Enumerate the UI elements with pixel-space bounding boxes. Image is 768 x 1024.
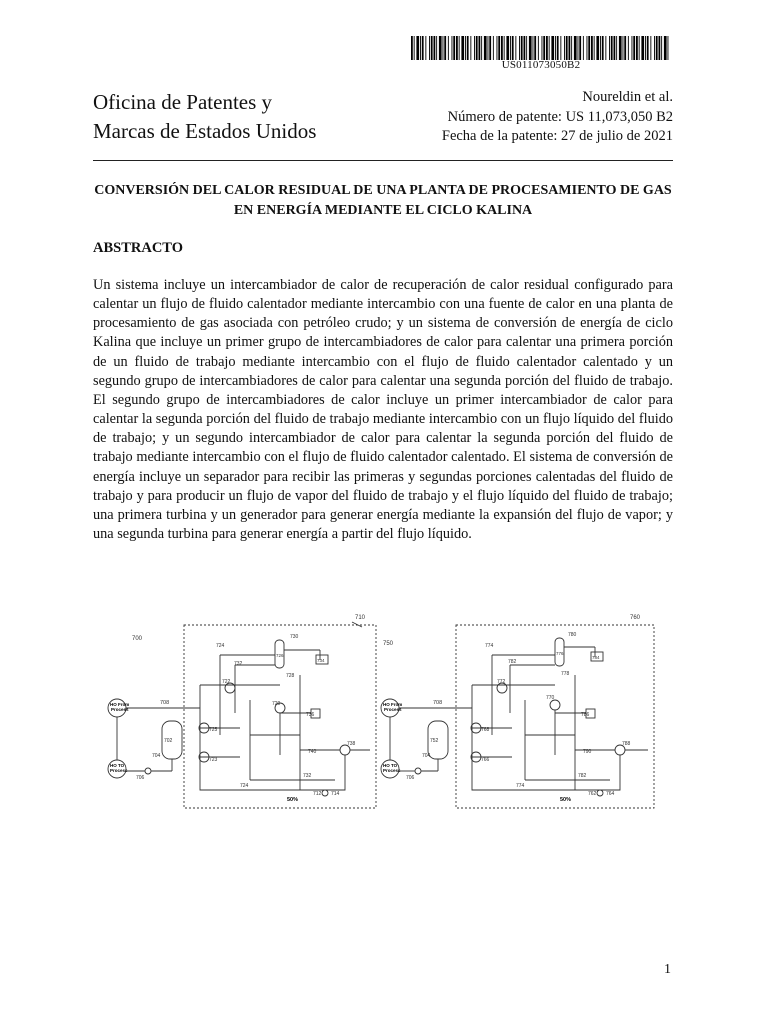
system-label-left: 710 — [355, 615, 366, 621]
svg-text:774: 774 — [516, 783, 525, 789]
svg-text:738: 738 — [347, 741, 356, 747]
svg-text:732: 732 — [303, 773, 312, 779]
svg-text:782: 782 — [578, 773, 587, 779]
svg-text:712: 712 — [313, 791, 322, 797]
svg-text:790: 790 — [583, 749, 592, 755]
svg-text:704: 704 — [422, 753, 431, 759]
diagram-left — [108, 615, 376, 808]
svg-text:722: 722 — [222, 679, 231, 685]
svg-text:706: 706 — [136, 775, 145, 781]
svg-text:788: 788 — [622, 741, 631, 747]
svg-text:HO TO: HO TO — [110, 763, 125, 768]
svg-text:708: 708 — [160, 700, 170, 706]
svg-text:740: 740 — [308, 749, 317, 755]
svg-text:776: 776 — [556, 651, 564, 656]
abstract-heading: ABSTRACTO — [93, 240, 183, 256]
svg-text:770: 770 — [546, 695, 555, 701]
svg-text:764: 764 — [606, 791, 615, 797]
office-line-1: Oficina de Patentes y — [93, 90, 273, 114]
svg-text:780: 780 — [568, 632, 577, 638]
svg-text:752: 752 — [430, 738, 439, 744]
svg-text:766: 766 — [481, 757, 490, 763]
abstract-text: Un sistema incluye un intercambiador de calor de recuperación de calor residual configurado para calentar un flujo de fluido calentador mediante intercambio con una fuente de calor en una planta de procesamiento de gas asociada con petróleo crudo; y un sistema de conversión de energía de ciclo Kalina que incluye un primer grupo de intercambiadores de calor para calentar una primera porción de un fluido de trabajo mediante intercambio con el flujo de fluido calentador calentado y un segundo grupo de intercambiadores de calor para calentar una segunda porción del fluido de trabajo. El segundo grupo de intercambiadores de calor incluye un primer intercambiador de calor para calentar la segunda porción del fluido de trabajo mediante intercambio con un flujo líquido del fluido de trabajo; y un segundo intercambiador de calor para calentar la segunda porción del fluido de trabajo mediante intercambio con el flujo de fluido calentador calentado. El sistema de conversión de energía incluye un separador para recibir las primeras y segundas porciones calentadas del fluido de trabajo y para producir un flujo de vapor del fluido de trabajo y el flujo líquido del fluido de trabajo; una primera turbina y un generador para generar energía mediante la expansión del flujo de vapor; y una segunda turbina para generar energía a partir del flujo líquido. — [93, 277, 673, 543]
svg-text:714: 714 — [331, 791, 340, 797]
svg-text:732: 732 — [234, 661, 243, 667]
svg-text:762: 762 — [588, 791, 597, 797]
svg-text:HO TO: HO TO — [383, 763, 398, 768]
svg-text:774: 774 — [485, 643, 494, 649]
svg-text:704: 704 — [152, 753, 161, 759]
svg-text:724: 724 — [216, 643, 225, 649]
heat-exchanger-770 — [550, 700, 560, 710]
svg-text:768: 768 — [481, 727, 490, 733]
page-number: 1 — [664, 962, 671, 977]
fig-label-left: 700 — [132, 636, 143, 642]
patent-office — [93, 88, 316, 146]
svg-text:730: 730 — [290, 634, 299, 640]
svg-text:725: 725 — [209, 727, 218, 733]
patent-number: Número de patente: US 11,073,050 B2 — [447, 108, 673, 125]
svg-text:HO From: HO From — [110, 702, 130, 707]
system-label-right: 760 — [630, 615, 641, 621]
svg-text:723: 723 — [209, 757, 218, 763]
svg-text:778: 778 — [561, 671, 570, 677]
svg-text:734: 734 — [317, 658, 325, 663]
office-line-2: Marcas de Estados Unidos — [93, 119, 317, 143]
svg-text:784: 784 — [592, 655, 600, 660]
svg-text:Process: Process — [383, 768, 401, 773]
header-divider — [93, 160, 673, 161]
svg-text:50%: 50% — [560, 797, 572, 803]
svg-text:724: 724 — [240, 783, 249, 789]
inventors: Noureldin et al. — [582, 89, 673, 105]
diagram-right — [381, 615, 654, 808]
svg-text:786: 786 — [581, 712, 590, 718]
process-diagram-figure — [100, 605, 670, 810]
svg-text:726: 726 — [276, 653, 284, 658]
svg-text:782: 782 — [508, 659, 517, 665]
patent-meta — [442, 88, 673, 147]
svg-text:706: 706 — [406, 775, 415, 781]
svg-text:50%: 50% — [287, 797, 299, 803]
svg-text:Process: Process — [384, 707, 402, 712]
patent-title: CONVERSIÓN DEL CALOR RESIDUAL DE UNA PLANTA DE PROCESAMIENTO DE GAS EN ENERGÍA MEDIANTE EL CICLO KALINA — [94, 183, 672, 218]
patent-date: Fecha de la patente: 27 de julio de 2021 — [441, 128, 673, 144]
svg-text:728: 728 — [286, 673, 295, 679]
svg-text:HO From: HO From — [383, 702, 403, 707]
svg-text:702: 702 — [164, 738, 173, 744]
svg-text:Process: Process — [110, 768, 128, 773]
svg-text:Process: Process — [111, 707, 129, 712]
barcode-number: US011073050B2 — [501, 59, 581, 71]
svg-text:708: 708 — [433, 700, 443, 706]
svg-text:720: 720 — [272, 701, 281, 707]
barcode — [411, 36, 671, 60]
svg-text:736: 736 — [306, 712, 315, 718]
fig-label-right: 750 — [383, 641, 394, 647]
svg-text:772: 772 — [497, 679, 506, 685]
